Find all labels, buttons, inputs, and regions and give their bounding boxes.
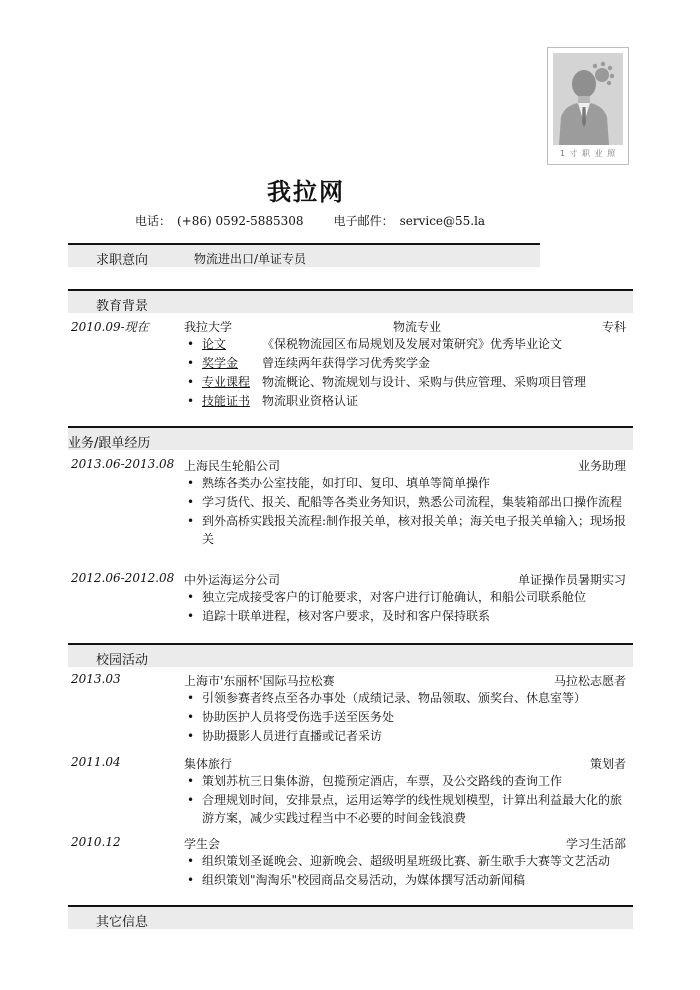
activity-role: 策划者 <box>589 757 626 771</box>
job-role: 业务助理 <box>577 459 626 473</box>
activity-name: 学生会 <box>184 837 221 851</box>
objective-value: 物流进出口/单证专员 <box>194 252 307 266</box>
detail-label: 专业课程 <box>202 375 251 389</box>
section-title: 其它信息 <box>96 915 149 930</box>
entry-date: 2013.06-2013.08 <box>71 457 175 471</box>
section-title: 业务/跟单经历 <box>68 436 151 451</box>
detail-text: 曾连续两年获得学习优秀奖学金 <box>262 356 431 370</box>
section-education <box>68 289 633 313</box>
work-details <box>184 588 629 626</box>
list-item: • 独立完成接受客户的订舱要求，对客户进行订舱确认，和船公司联系舱位 <box>184 588 629 606</box>
list-item: • 熟练各类办公室技能，如打印、复印、填单等简单操作 <box>184 474 629 492</box>
list-item: • 组织策划"淘淘乐"校园商品交易活动，为媒体撰写活动新闻稿 <box>184 871 629 889</box>
email-label: 电子邮件： <box>333 214 394 228</box>
education-details <box>184 335 629 411</box>
photo-caption: 1 寸 职 业 照 <box>559 149 617 158</box>
work-details <box>184 474 629 549</box>
list-item <box>184 392 629 410</box>
activity-name: 集体旅行 <box>184 757 233 771</box>
list-item: • 学习货代、报关、配船等各类业务知识，熟悉公司流程，集装箱部出口操作流程 <box>184 493 629 511</box>
list-item <box>184 354 629 372</box>
list-item: • 协助医护人员将受伤选手送至医务处 <box>184 708 629 726</box>
section-objective <box>68 243 540 267</box>
activity-role: 马拉松志愿者 <box>553 674 626 688</box>
company-name: 上海民生轮船公司 <box>184 459 281 473</box>
phone-label: 电话： <box>135 214 172 228</box>
school-name: 我拉大学 <box>184 320 233 334</box>
entry-date: 2011.04 <box>71 755 121 769</box>
section-other <box>68 905 633 929</box>
major: 物流专业 <box>393 320 442 334</box>
detail-text: 物流概论、物流规划与设计、采购与供应管理、采购项目管理 <box>262 375 587 389</box>
list-item: • 组织策划圣诞晚会、迎新晚会、超级明星班级比赛、新生歌手大赛等文艺活动 <box>184 852 629 870</box>
activity-details <box>184 689 629 746</box>
list-item <box>184 335 629 353</box>
activity-details <box>184 852 629 890</box>
list-item: • 引领参赛者终点至各办事处（成绩记录、物品领取、颁奖台、休息室等） <box>184 689 629 707</box>
section-title: 求职意向 <box>96 253 149 268</box>
list-item: • 到外高桥实践报关流程:制作报关单，核对报关单；海关电子报关单输入；现场报关 <box>184 512 629 548</box>
entry-date: 2010.09-现在 <box>71 320 149 334</box>
entry-date: 2012.06-2012.08 <box>71 571 175 585</box>
entry-date: 2013.03 <box>71 672 121 686</box>
detail-label: 奖学金 <box>202 356 239 370</box>
activity-name: 上海市'东丽杯'国际马拉松赛 <box>184 674 335 688</box>
detail-text: 物流职业资格认证 <box>262 394 359 408</box>
avatar <box>553 53 623 145</box>
job-role: 单证操作员暑期实习 <box>517 573 626 587</box>
entry-date: 2010.12 <box>71 835 121 849</box>
list-item: • 追踪十联单进程，核对客户要求，及时和客户保持联系 <box>184 607 629 625</box>
email-value: service@55.la <box>399 214 486 228</box>
detail-label: 论文 <box>202 337 227 351</box>
degree: 专科 <box>601 320 626 334</box>
detail-label: 技能证书 <box>202 394 251 408</box>
list-item: • 协助摄影人员进行直播或记者采访 <box>184 727 629 745</box>
phone-value: (+86) 0592-5885308 <box>177 214 304 228</box>
person-silhouette-icon <box>553 53 623 145</box>
list-item <box>184 373 629 391</box>
section-campus <box>68 643 633 667</box>
activity-details <box>184 772 629 828</box>
candidate-name: 我拉网 <box>267 178 345 206</box>
contact-line <box>135 212 491 229</box>
list-item: • 策划苏杭三日集体游，包揽预定酒店，车票，及公交路线的查询工作 <box>184 772 629 790</box>
profile-photo <box>547 47 629 165</box>
section-title: 校园活动 <box>96 653 149 668</box>
company-name: 中外运海运分公司 <box>184 573 281 587</box>
detail-text: 《保税物流园区布局规划及发展对策研究》优秀毕业论文 <box>262 337 563 351</box>
activity-role: 学习生活部 <box>565 837 626 851</box>
section-title: 教育背景 <box>96 299 149 314</box>
section-work <box>68 426 633 450</box>
list-item: • 合理规划时间，安排景点，运用运筹学的线性规划模型，计算出利益最大化的旅游方案，减少实践过程当中不必要的时间金钱浪费 <box>184 791 629 827</box>
